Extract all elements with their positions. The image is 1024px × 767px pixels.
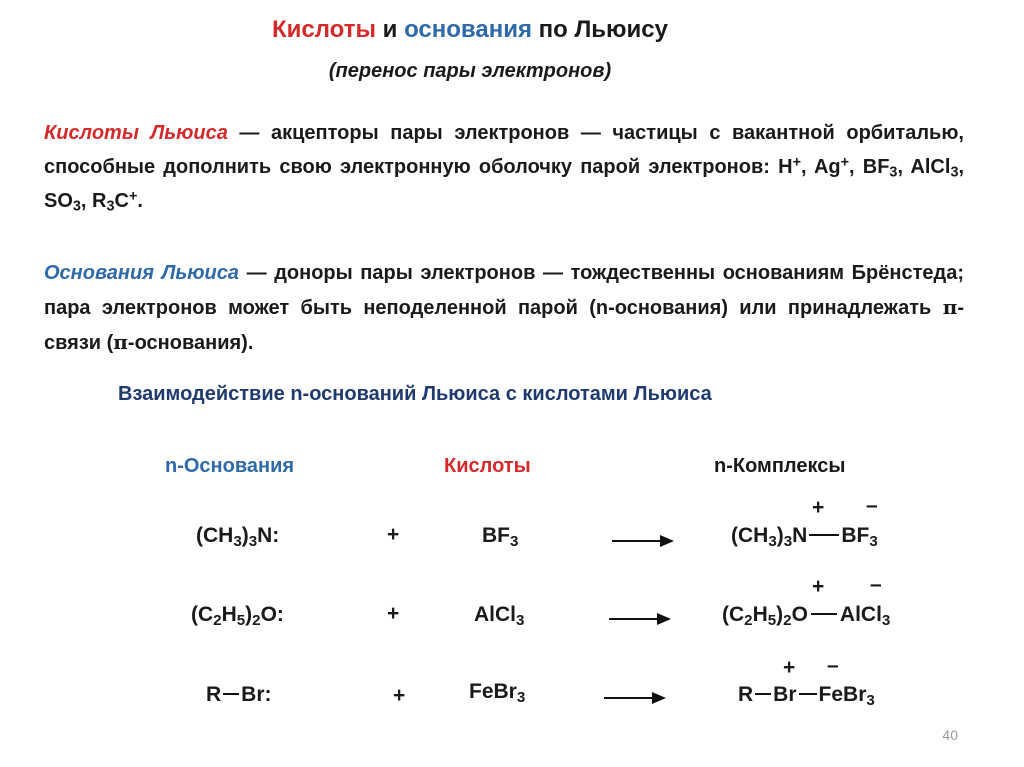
acid-alcl3: AlCl$_3$ (474, 603, 525, 629)
slide-title (0, 16, 940, 44)
base-trimethylamine: $(CH_3)_3N$: (196, 524, 280, 550)
slide-subtitle: (перенос пары электронов) (328, 60, 612, 82)
acid-examples: H+, Ag+, $BF_3$, AlCl$_3$, $SO_3$, $R_3C^+$ (44, 154, 965, 215)
plus-sign: + (387, 602, 400, 625)
title-lewis: по Льюису (531, 16, 668, 43)
interaction-heading: Взаимодействие n-оснований Льюиса с кислотами Льюиса (118, 383, 712, 405)
complex-2: $(C_2H_5)_2O$ AlCl$_3$ (722, 603, 891, 629)
lewis-bases-term: Основания Льюиса (44, 262, 239, 284)
reaction-arrow (604, 697, 664, 699)
column-bases: n-Основания (165, 455, 295, 477)
reaction-arrow (609, 618, 669, 620)
lewis-bases-definition: Основания Льюиса — доноры пары электронов — тождественны основаниям Брёнстеда; пара электронов может быть неподеленной парой (n-основания) или принадлежать π-связи (π-основания). (44, 262, 965, 354)
acid-febr3: FeBr$_3$ (469, 680, 526, 706)
lewis-acids-text: — акцепторы пары электронов — частицы с вакантной орбиталью, способные дополнить свою электронную оболочку парой электронов: (44, 122, 964, 178)
base-alkyl-bromide: R Br: (206, 683, 272, 706)
acid-bf3: $BF_3$ (482, 524, 519, 550)
base-diethyl-ether: $(C_2H_5)_2O$: (191, 603, 284, 629)
column-acids: Кислоты (444, 455, 531, 477)
title-acids: Кислоты (271, 16, 376, 43)
charge-negative: – (866, 494, 878, 517)
plus-sign: + (393, 684, 406, 707)
charge-negative: – (870, 573, 882, 596)
pi-symbol: π (113, 330, 128, 354)
title-bases: основания (404, 16, 532, 43)
title-and: и (375, 16, 405, 43)
lewis-acids-term: Кислоты Льюиса (44, 122, 228, 144)
complex-1: $(CH_3)_3N$ $BF_3$ (731, 524, 878, 550)
column-complexes: n-Комплексы (714, 455, 846, 477)
charge-negative: – (827, 654, 839, 677)
charge-positive: + (812, 496, 825, 519)
charge-positive: + (812, 575, 825, 598)
pi-symbol: π (942, 295, 958, 319)
reaction-arrow (612, 540, 672, 542)
charge-positive: + (783, 656, 796, 679)
complex-3: R Br FeBr$_3$ (738, 683, 875, 709)
lewis-acids-definition: Кислоты Льюиса — акцепторы пары электронов — частицы с вакантной орбиталью, способные дополнить свою электронную оболочку парой электронов: H+, Ag+, $BF_3$, AlCl$_3$, $SO_3$, $R_3C^+$. (44, 122, 965, 215)
page-number: 40 (942, 727, 958, 743)
plus-sign: + (387, 523, 400, 546)
